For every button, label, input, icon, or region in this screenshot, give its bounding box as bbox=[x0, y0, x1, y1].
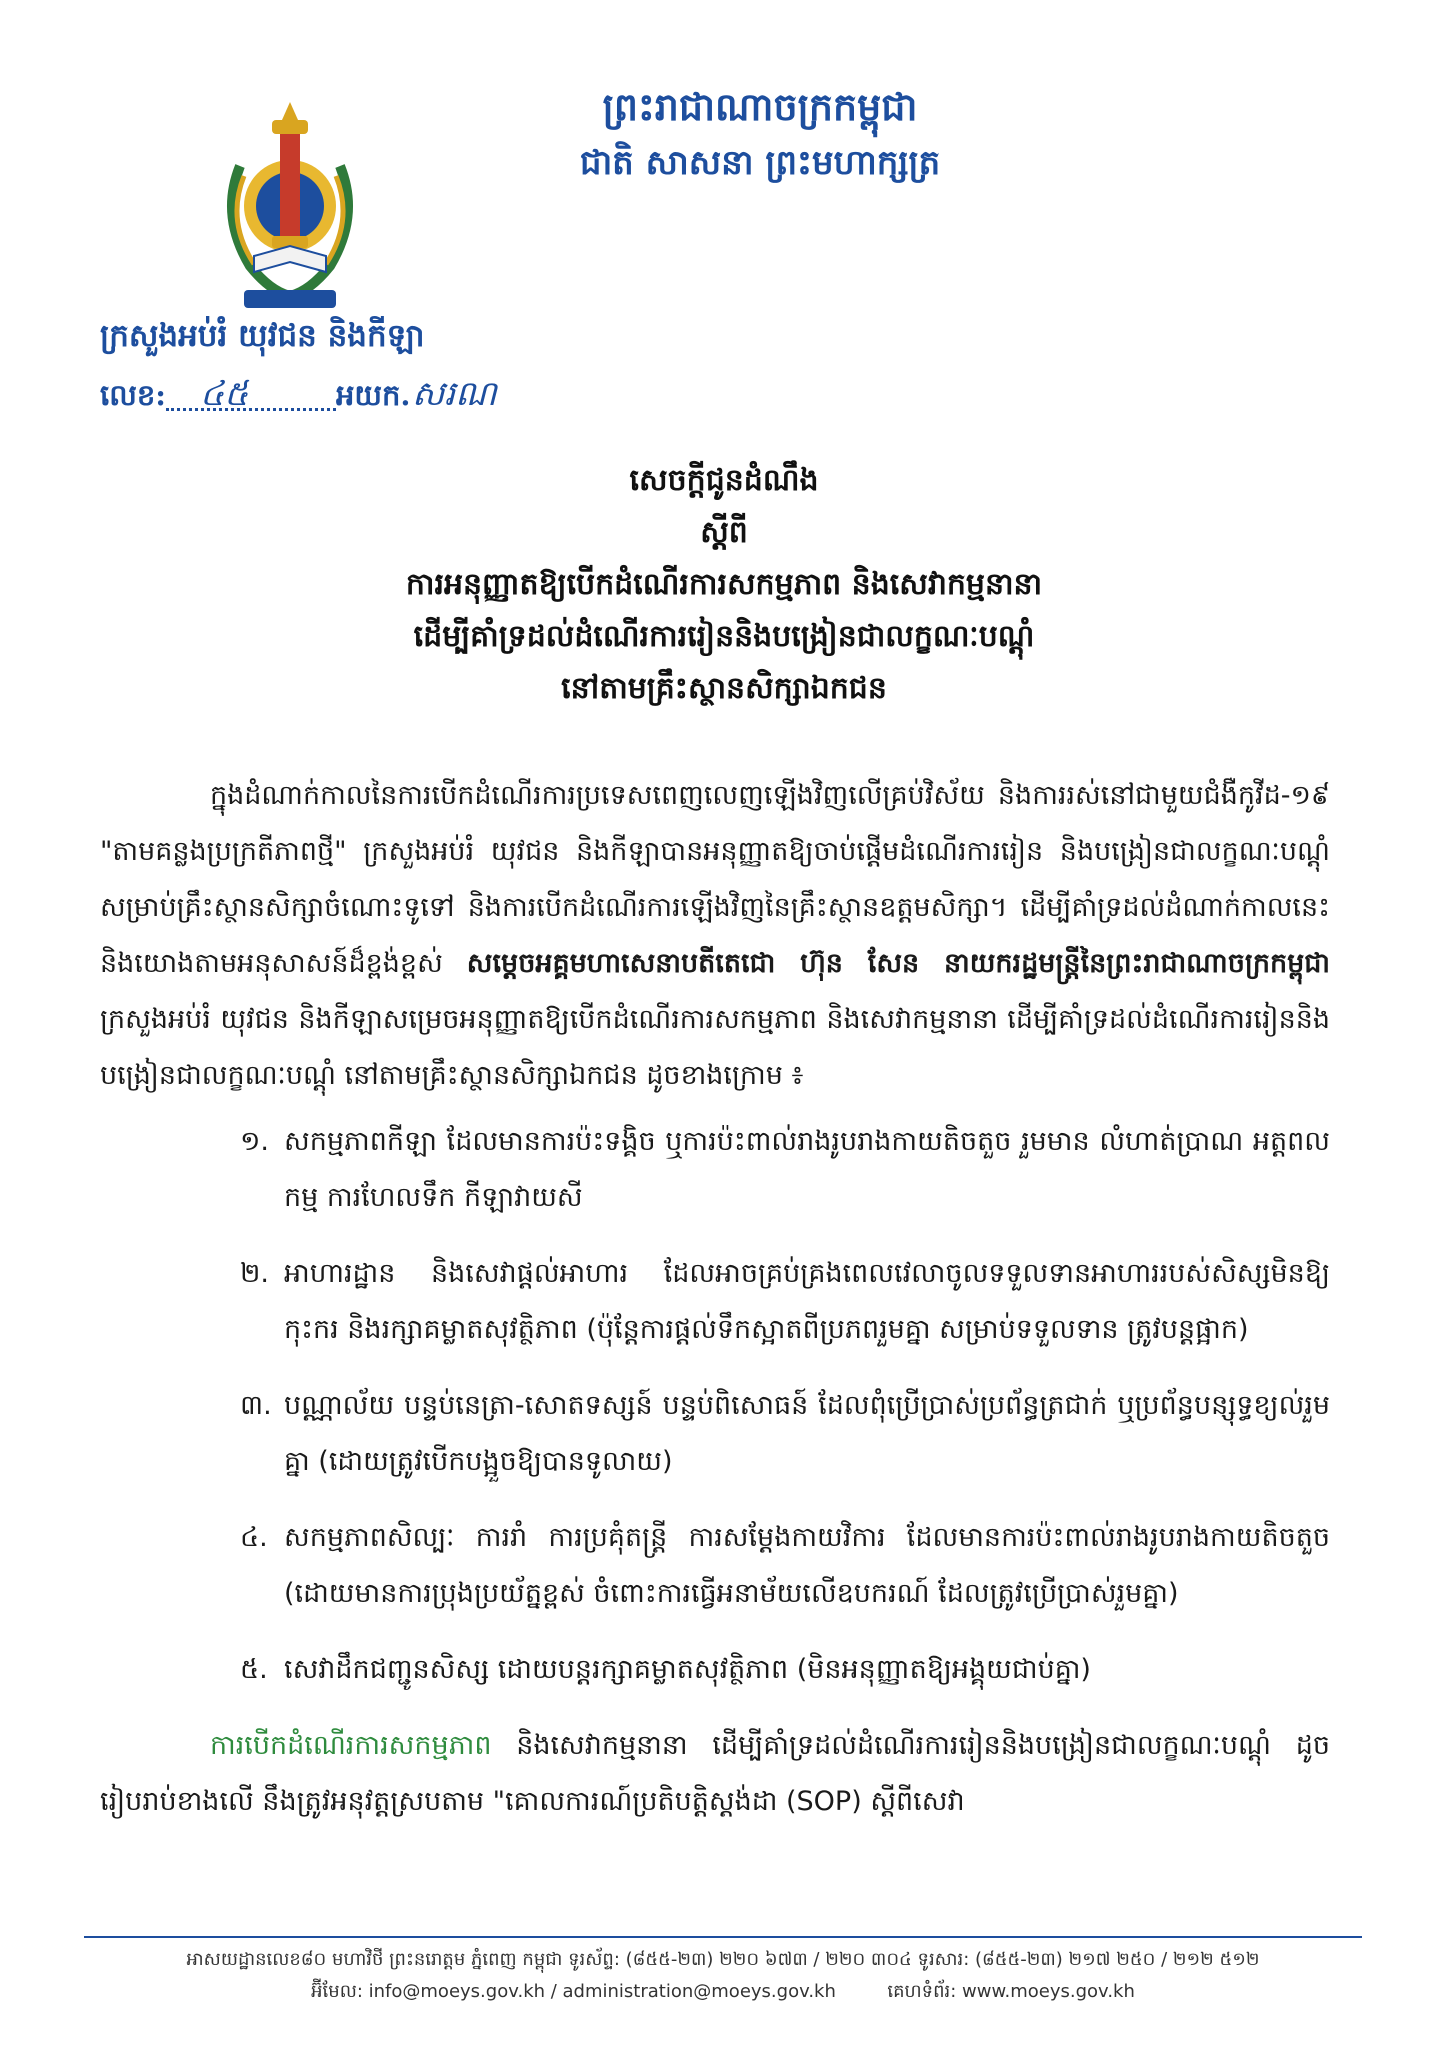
list-item-text: សកម្មភាពកីឡា ដែលមានការប៉ះទង្គិច ឬការប៉ះពាល់រាងរូបរាងកាយតិចតួច រួមមាន លំហាត់ប្រាណ អត្តពលកម្ម ការហែលទឹក កីឡាវាយសី bbox=[284, 1126, 1330, 1213]
number-value: ៤៥ bbox=[200, 374, 249, 414]
suffix-label: អយក. bbox=[336, 378, 411, 412]
list-item-text: បណ្ណាល័យ បន្ទប់នេត្រា-សោតទស្សន៍ បន្ទប់ពិសោធន៍ ដែលពុំប្រើប្រាស់ប្រព័ន្ធត្រជាក់ ឬប្រព័ន្ធបន្សុទ្ធខ្យល់រួមគ្នា (ដោយត្រូវបើកបង្អួចឱ្យបានទូលាយ) bbox=[284, 1390, 1330, 1477]
reference-number bbox=[100, 372, 700, 424]
list-item-number: ១. bbox=[240, 1126, 270, 1157]
title-line-5: នៅតាមគ្រឹះស្ថានសិក្សាឯកជន bbox=[561, 671, 887, 706]
notice-title bbox=[150, 455, 1298, 715]
title-line-4: ដើម្បីគាំទ្រដល់ដំណើរការរៀននិងបង្រៀនជាលក្ខណៈបណ្តុំ bbox=[413, 619, 1035, 654]
intro-paragraph bbox=[100, 768, 1330, 1104]
national-motto: ជាតិ សាសនា ព្រះមហាក្សត្រ bbox=[579, 143, 941, 183]
email-label: អ៊ីមែល: bbox=[311, 1981, 363, 2002]
activity-list bbox=[100, 1114, 1330, 1698]
closing-text-highlight: ការបើកដំណើរការសកម្មភាព bbox=[210, 1730, 492, 1761]
list-item-text: សកម្មភាពសិល្បៈ ការរាំ ការប្រគុំតន្ត្រី ការសម្តែងកាយវិការ ដែលមានការប៉ះពាល់រាងរូបរាងកាយតិចតួច (ដោយមានការប្រុងប្រយ័ត្នខ្ពស់ ចំពោះការធ្វើអនាម័យលើឧបករណ៍ ដែលត្រូវប្រើប្រាស់រួមគ្នា) bbox=[284, 1522, 1330, 1609]
number-dotted-line bbox=[166, 408, 336, 411]
list-item bbox=[100, 1642, 1330, 1698]
intro-text-start: ក្នុងដំណាក់កាលនៃការបើកដំណើរការប្រទេសពេញលេញឡើងវិញលើគ្រប់វិស័យ និងការរស់នៅជាមួយជំងឺកូវីដ-១៩ "តាមគន្លងប្រក្រតីភាពថ្មី" ក្រសួងអប់រំ យុវជន និងកីឡាបានអនុញ្ញាតឱ្យចាប់ផ្តើមដំណើរការរៀន និងបង្រៀនជាលក្ខណៈបណ្តុំ សម្រាប់គ្រឹះស្ថានសិក្សាចំណោះទូទៅ និងការបើកដំណើរការឡើងវិញនៃគ្រឹះស្ថានឧត្តមសិក្សា។ ដើម្បីគាំទ្រដល់ដំណាក់កាលនេះ និងយោងតាមអនុសាសន៍ដ៏ខ្ពង់ខ្ពស់ bbox=[100, 780, 1330, 979]
list-item-text: អាហារដ្ឋាន និងសេវាផ្តល់អាហារ ដែលអាចគ្រប់គ្រងពេលវេលាចូលទទួលទានអាហាររបស់សិស្សមិនឱ្យកុះករ និងរក្សាគម្លាតសុវត្ថិភាព (ប៉ុន្តែការផ្តល់ទឹកស្អាតពីប្រភពរួមគ្នា សម្រាប់ទទួលទាន ត្រូវបន្តផ្អាក) bbox=[284, 1258, 1330, 1345]
notice-body bbox=[100, 768, 1330, 1830]
title-line-1: សេចក្តីជូនដំណឹង bbox=[629, 463, 819, 498]
kingdom-title: ព្រះរាជាណាចក្រកម្ពុជា bbox=[602, 84, 918, 129]
list-item bbox=[100, 1378, 1330, 1490]
list-item bbox=[100, 1510, 1330, 1622]
list-item-number: ៣. bbox=[240, 1390, 272, 1421]
closing-paragraph bbox=[100, 1718, 1330, 1830]
email-link[interactable]: info@moeys.gov.kh / administration@moeys.gov.kh bbox=[368, 1981, 836, 2002]
footer-divider bbox=[84, 1936, 1362, 1938]
title-line-2: ស្តីពី bbox=[700, 515, 748, 550]
title-line-3: ការអនុញ្ញាតឱ្យបើកដំណើរការសកម្មភាព និងសេវាកម្មនានា bbox=[405, 567, 1043, 602]
list-item-number: ៤. bbox=[240, 1522, 268, 1553]
website-label: គេហទំព័រ: bbox=[887, 1981, 957, 2002]
list-item bbox=[100, 1246, 1330, 1358]
ministry-name: ក្រសួងអប់រំ យុវជន និងកីឡា bbox=[100, 318, 425, 354]
list-item-number: ៥. bbox=[240, 1654, 268, 1685]
closing-text: និងសេវាកម្មនានា ដើម្បីគាំទ្រដល់ដំណើរការរៀននិងបង្រៀនជាលក្ខណៈបណ្តុំ ដូចរៀបរាប់ខាងលើ នឹងត្រូវអនុវត្តស្របតាម "គោលការណ៍ប្រតិបត្តិស្តង់ដា (SOP) ស្តីពីសេវា bbox=[100, 1730, 1330, 1817]
footer-contact bbox=[84, 1976, 1362, 2008]
intro-text-bold: សម្តេចអគ្គមហាសេនាបតីតេជោ ហ៊ុន សែន នាយករដ្ឋមន្ត្រីនៃព្រះរាជាណាចក្រកម្ពុជា bbox=[466, 948, 1330, 979]
number-label: លេខ: bbox=[100, 378, 166, 412]
footer bbox=[84, 1944, 1362, 2008]
suffix-value: សរណ bbox=[412, 374, 497, 414]
ministry-emblem-icon bbox=[210, 96, 370, 316]
website-link[interactable]: www.moeys.gov.kh bbox=[962, 1981, 1135, 2002]
list-item bbox=[100, 1114, 1330, 1226]
list-item-number: ២. bbox=[240, 1258, 270, 1289]
kingdom-header bbox=[520, 78, 1000, 190]
footer-address: អាសយដ្ឋានលេខ៨០ មហាវិថី ព្រះនរោត្តម ភ្នំពេញ កម្ពុជា ទូរស័ព្ទ: (៨៥៥-២៣) ២២០ ៦៧៣ / ២២០ ៣០៤ ទូរសារ: (៨៥៥-២៣) ២១៧ ២៥០ / ២១២ ៥១២ bbox=[186, 1949, 1260, 1970]
intro-text-end: ក្រសួងអប់រំ យុវជន និងកីឡាសម្រេចអនុញ្ញាតឱ្យបើកដំណើរការសកម្មភាព និងសេវាកម្មនានា ដើម្បីគាំទ្រដល់ដំណើរការរៀននិងបង្រៀនជាលក្ខណៈបណ្តុំ នៅតាមគ្រឹះស្ថានសិក្សាឯកជន ដូចខាងក្រោម ៖ bbox=[100, 1004, 1330, 1091]
list-item-text: សេវាដឹកជញ្ជូនសិស្ស ដោយបន្តរក្សាគម្លាតសុវត្ថិភាព (មិនអនុញ្ញាតឱ្យអង្គុយជាប់គ្នា) bbox=[284, 1654, 1091, 1685]
